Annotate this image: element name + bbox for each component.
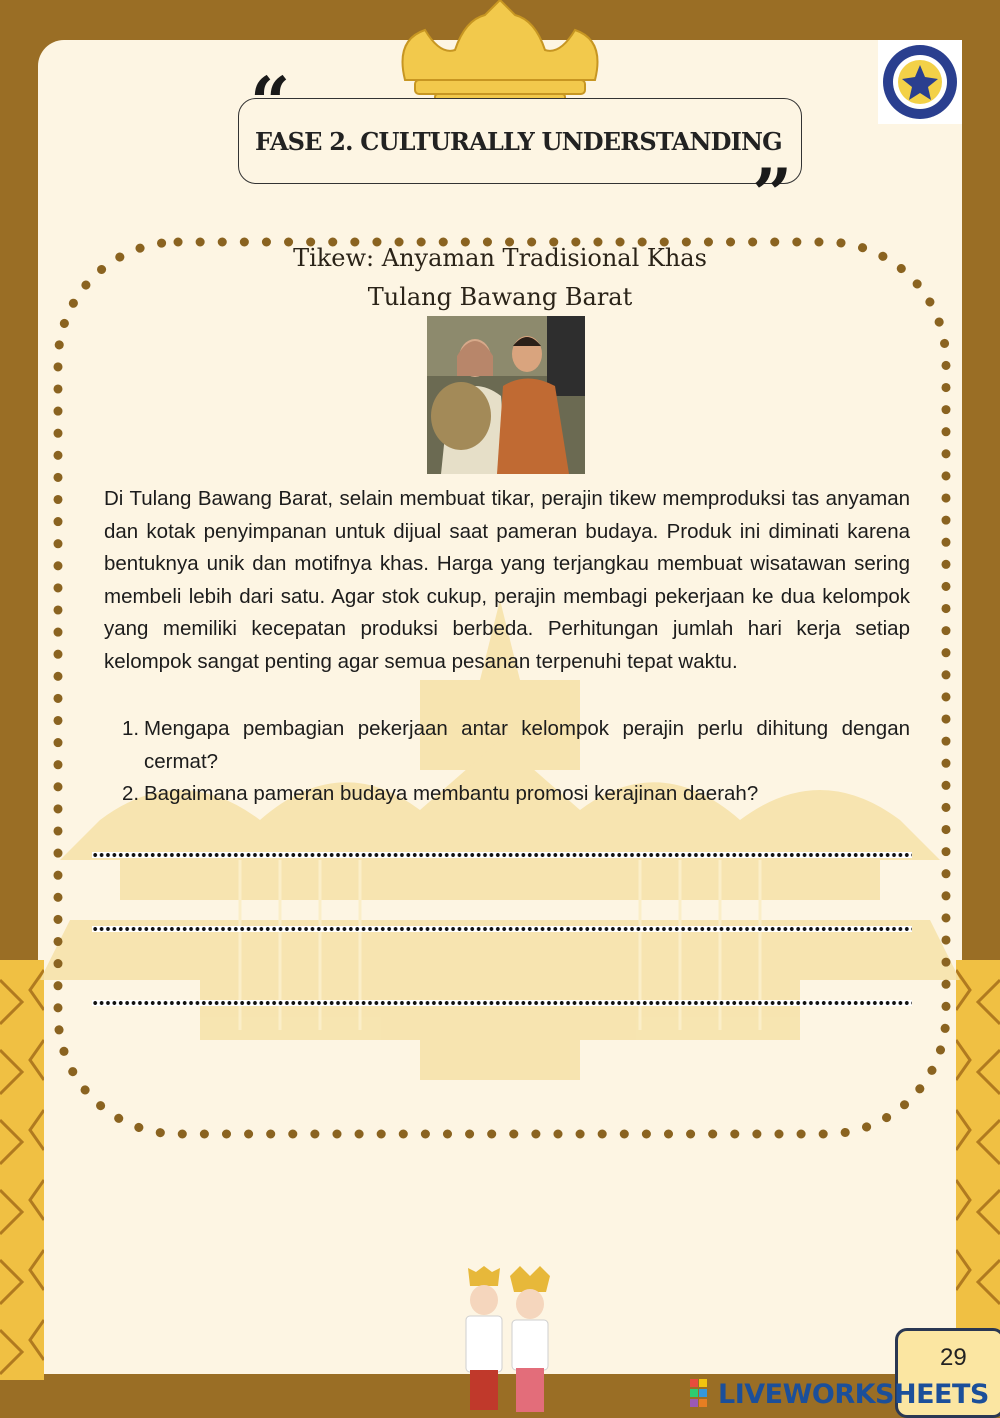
article-heading-line-2: Tulang Bawang Barat [367, 283, 633, 311]
liveworksheets-icon [690, 1379, 716, 1409]
close-quote-icon: ” [752, 153, 793, 236]
siger-crown-ornament [385, 0, 615, 110]
list-item [122, 778, 910, 811]
traditional-couple-illustration [440, 1266, 570, 1414]
question-text: Mengapa pembagian pekerjaan antar kelompok perajin perlu dihitung dengan cermat? [144, 717, 910, 773]
list-item [122, 713, 910, 778]
right-ornament [956, 960, 1000, 1380]
question-number: 2. [122, 782, 140, 806]
artisan-photo [427, 316, 585, 474]
open-quote-icon: “ [250, 61, 291, 144]
answer-field-3[interactable] [92, 1000, 912, 1006]
question-list [122, 713, 910, 811]
left-ornament [0, 960, 44, 1380]
answer-field-1[interactable] [92, 852, 912, 858]
liveworksheets-brand [690, 1376, 989, 1412]
article-heading-line-1: Tikew: Anyaman Tradisional Khas [293, 244, 707, 272]
page-title: FASE 2. CULTURALLY UNDERSTANDING [255, 126, 782, 156]
answer-field-2[interactable] [92, 926, 912, 932]
article-paragraph: Di Tulang Bawang Barat, selain membuat tikar, perajin tikew memproduksi tas anyaman dan kotak penyimpanan untuk dijual saat pameran budaya. Produk ini diminati karena bentuknya unik dan motifnya khas. Harga yang terjangkau membuat wisatawan sering membeli lebih dari satu. Agar stok cukup, perajin membagi pekerjaan ke dua kelompok yang memiliki kecepatan produksi berbeda. Perhitungan jumlah hari kerja setiap kelompok sangat penting agar semua pesanan terpenuhi tepat waktu. [104, 487, 910, 673]
university-seal-icon [881, 43, 959, 121]
liveworksheets-logo-text: LIVEWORKSHEETS [718, 1378, 989, 1410]
page-number: 29 [940, 1344, 967, 1371]
university-logo [878, 40, 962, 124]
question-number: 1. [122, 717, 140, 740]
section-title-box [238, 98, 802, 184]
question-text: Bagaimana pameran budaya membantu promosi kerajinan daerah? [144, 782, 759, 806]
